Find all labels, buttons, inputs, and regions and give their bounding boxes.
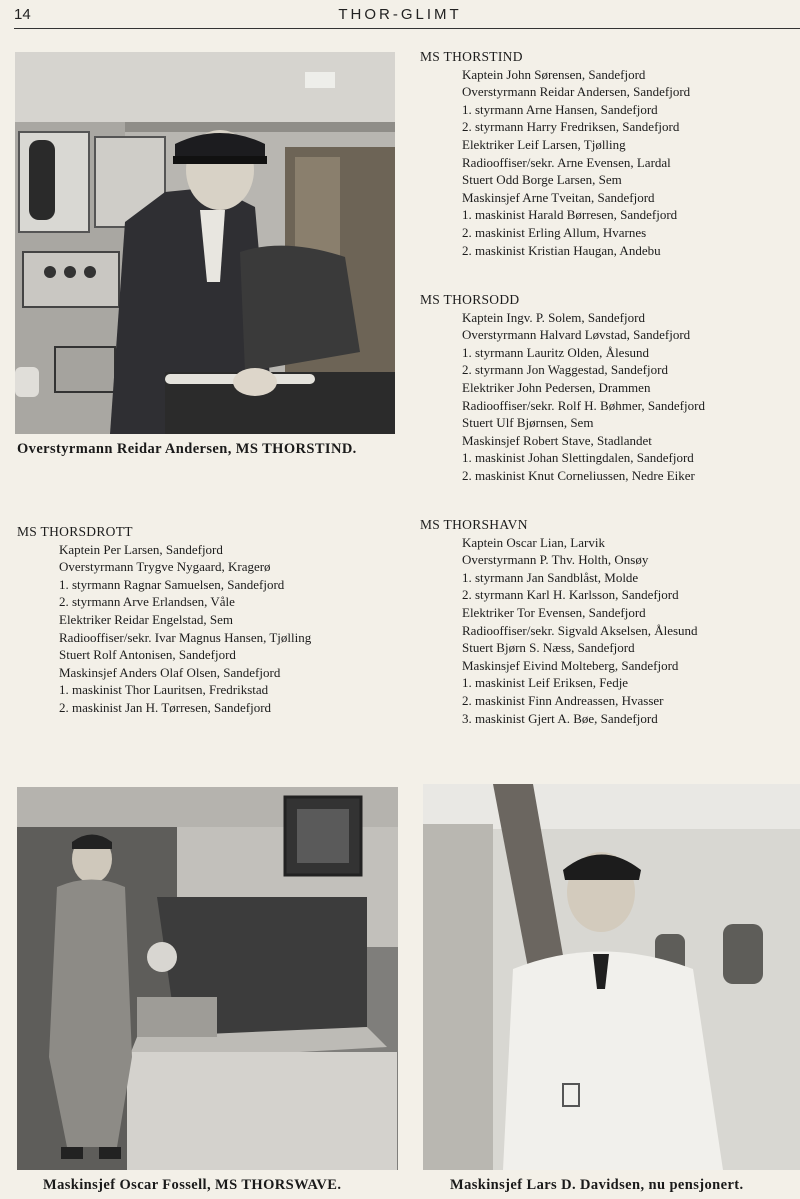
crew-member: Radiooffiser/sekr. Rolf H. Bøhmer, Sandefjord [462,397,705,413]
crew-member: Overstyrmann Halvard Løvstad, Sandefjord [462,327,691,343]
crew-member: Kaptein Ingv. P. Solem, Sandefjord [462,309,645,325]
crew-list-thorstind [420,48,690,259]
crew-member: Elektriker John Pedersen, Drammen [462,379,651,395]
crew-member: Radiooffiser/sekr. Sigvald Akselsen, Ålesund [462,622,698,638]
crew-member: Maskinsjef Eivind Molteberg, Sandefjord [462,657,679,673]
caption-engine-room: Maskinsjef Oscar Fossell, MS THORSWAVE. [43,1177,342,1193]
ship-name: MS THORSTIND [420,49,523,64]
crew-member: 1. maskinist Johan Slettingdalen, Sandefjord [462,450,694,466]
crew-member: Overstyrmann P. Thv. Holth, Onsøy [462,552,649,568]
header-rule [14,28,800,29]
crew-member: Maskinsjef Anders Olaf Olsen, Sandefjord [59,664,281,680]
crew-member: 2. styrmann Jon Waggestad, Sandefjord [462,362,668,378]
photo-retired-engineer [423,784,800,1170]
crew-member: 1. maskinist Leif Eriksen, Fedje [462,675,629,691]
crew-member: Elektriker Leif Larsen, Tjølling [462,136,626,152]
crew-member: 2. maskinist Finn Andreassen, Hvasser [462,692,664,708]
crew-member: 2. maskinist Kristian Haugan, Andebu [462,242,661,258]
crew-member: 1. maskinist Harald Børresen, Sandefjord [462,207,678,223]
crew-member: Stuert Rolf Antonisen, Sandefjord [59,647,236,663]
crew-member: Overstyrmann Reidar Andersen, Sandefjord [462,84,691,100]
crew-member: 1. styrmann Lauritz Olden, Ålesund [462,344,650,360]
crew-member: 2. styrmann Karl H. Karlsson, Sandefjord [462,587,679,603]
crew-list-thorsodd [420,291,705,485]
crew-member: Stuert Ulf Bjørnsen, Sem [462,415,594,431]
crew-member: 1. styrmann Ragnar Samuelsen, Sandefjord [59,576,285,592]
crew-member: Overstyrmann Trygve Nygaard, Kragerø [59,559,271,575]
crew-member: 2. styrmann Harry Fredriksen, Sandefjord [462,119,680,135]
crew-member: Stuert Bjørn S. Næss, Sandefjord [462,640,635,656]
crew-member: 2. maskinist Knut Corneliussen, Nedre Eiker [462,467,695,483]
crew-member: 2. styrmann Arve Erlandsen, Våle [59,594,235,610]
crew-member: 2. maskinist Erling Allum, Hvarnes [462,224,647,240]
crew-list-thorsdrott [17,523,311,717]
ship-name: MS THORSHAVN [420,517,528,532]
crew-member: Elektriker Tor Evensen, Sandefjord [462,604,646,620]
crew-member: Maskinsjef Arne Tveitan, Sandefjord [462,189,655,205]
magazine-title: THOR-GLIMT [338,6,462,23]
crew-member: Kaptein Per Larsen, Sandefjord [59,541,223,557]
crew-member: Elektriker Reidar Engelstad, Sem [59,611,234,627]
ship-name: MS THORSODD [420,292,520,307]
caption-retired-engineer: Maskinsjef Lars D. Davidsen, nu pensjonert. [450,1177,744,1193]
crew-member: Maskinsjef Robert Stave, Stadlandet [462,432,652,448]
crew-member: Kaptein Oscar Lian, Larvik [462,534,605,550]
crew-member: Kaptein John Sørensen, Sandefjord [462,66,646,82]
photo-engine-room [17,787,398,1170]
crew-member: 1. maskinist Thor Lauritsen, Fredrikstad [59,682,269,698]
crew-member: 2. maskinist Jan H. Tørresen, Sandefjord [59,699,272,715]
crew-member: 1. styrmann Jan Sandblåst, Molde [462,569,639,585]
crew-member: 3. maskinist Gjert A. Bøe, Sandefjord [462,710,658,726]
crew-member: Stuert Odd Borge Larsen, Sem [462,172,622,188]
crew-member: Radiooffiser/sekr. Arne Evensen, Lardal [462,154,671,170]
crew-member: Radiooffiser/sekr. Ivar Magnus Hansen, Tjølling [59,629,312,645]
crew-member: 1. styrmann Arne Hansen, Sandefjord [462,101,658,117]
page-number: 14 [14,6,31,23]
ship-name: MS THORSDROTT [17,524,133,539]
crew-list-thorshavn [420,516,698,727]
photo-officer-bridge [15,52,395,434]
caption-officer-bridge: Overstyrmann Reidar Andersen, MS THORSTIND. [17,441,357,457]
